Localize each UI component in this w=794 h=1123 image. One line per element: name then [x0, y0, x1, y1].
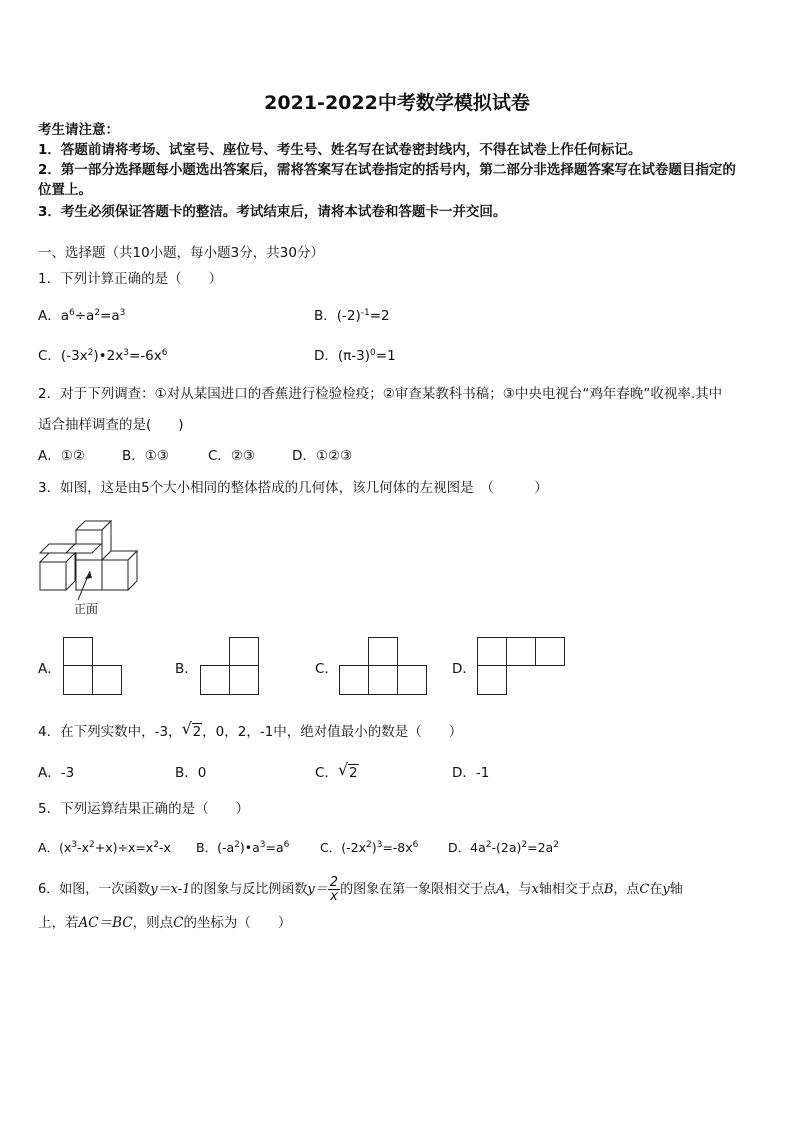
q5-option-c: C．$(-2x^2)^3=-8x^6$ — [320, 840, 419, 855]
q6-stem-line2: 上，若AC＝BC，则点C的坐标为（ ） — [38, 915, 292, 931]
q3-option-a-label: A． — [38, 661, 61, 677]
q3-option-d-label: D． — [452, 661, 476, 677]
notice-heading: 考生请注意： — [38, 122, 119, 138]
q6-stem-line1: 6．如图，一次函数y＝x-1的图象与反比例函数y＝ $\frac{2}{x}$ 的图象在第一象限相交于点A，与x轴相交于点B，点C在y轴 — [38, 875, 683, 904]
q1-option-d: D．$(\pi-3)^0=1$ — [314, 348, 396, 364]
q2-stem-line2: 适合抽样调查的是( ) — [38, 417, 184, 433]
q4-option-a: A．-3 — [38, 765, 75, 781]
q2-option-d: D．①②③ — [292, 448, 353, 464]
q4-option-c: C． √ 2 — [315, 760, 358, 781]
q4-option-b: B．0 — [175, 765, 207, 781]
q5-option-a: A．$(x^3-x^2+x)\div x=x^2-x$ — [38, 840, 171, 855]
q1-option-b: B．$(-2)^{-1}=2$ — [314, 308, 390, 324]
q6-fraction: $\frac{2}{x}$ — [329, 875, 339, 904]
q5-option-b: B．$(-a^2)•a^3=a^6$ — [196, 840, 290, 855]
page-title: 2021-2022中考数学模拟试卷 — [264, 92, 530, 114]
q3-stem: 3．如图，这是由5个大小相同的整体搭成的几何体，该几何体的左视图是 （ ） — [38, 480, 548, 496]
q5-stem: 5．下列运算结果正确的是（ ） — [38, 801, 250, 817]
q4-option-d: D．-1 — [452, 765, 490, 781]
q3-option-c-label: C． — [315, 661, 338, 677]
q3-option-b-view — [200, 637, 260, 697]
notice-item-2: 2．第一部分选择题每小题选出答案后，需将答案写在试卷指定的括号内，第二部分非选择题答案写在试卷题目指定的 — [38, 162, 736, 178]
q3-option-a-view — [63, 637, 123, 697]
q4-sqrt: √ 2 — [181, 719, 202, 740]
q5-option-d: D．$4a^2-(2a)^2=2a^2$ — [448, 840, 559, 855]
q3-option-d-view — [477, 637, 567, 697]
q3-option-c-view — [339, 637, 429, 697]
q1-stem: 1．下列计算正确的是（ ） — [38, 271, 223, 287]
q2-option-b: B．①③ — [122, 448, 169, 464]
notice-item-1: 1．答题前请将考场、试室号、座位号、考生号、姓名写在试卷密封线内，不得在试卷上作任何标记。 — [38, 142, 642, 158]
q3-option-b-label: B． — [175, 661, 198, 677]
q3-front-label: 正面 — [74, 602, 99, 616]
q2-stem-line1: 2．对于下列调查：①对从某国进口的香蕉进行检验检疫；②审查某教科书稿；③中央电视台“鸡年春晚”收视率.其中 — [38, 386, 723, 402]
q2-option-c: C．②③ — [208, 448, 256, 464]
notice-item-3: 3．考生必须保证答题卡的整洁。考试结束后，请将本试卷和答题卡一并交回。 — [38, 204, 507, 220]
q1-option-c: C．$(-3x^2)•2x^3=-6x^6$ — [38, 348, 168, 364]
section-heading: 一、选择题（共10小题，每小题3分，共30分） — [38, 245, 324, 261]
q4-stem: 4．在下列实数中，-3， √ 2，0，2，-1中，绝对值最小的数是（ ） — [38, 719, 463, 740]
q1-option-a: A．$a^6\div a^2=a^3$ — [38, 308, 126, 324]
notice-item-2-cont: 位置上。 — [38, 182, 92, 198]
q2-option-a: A．①② — [38, 448, 85, 464]
